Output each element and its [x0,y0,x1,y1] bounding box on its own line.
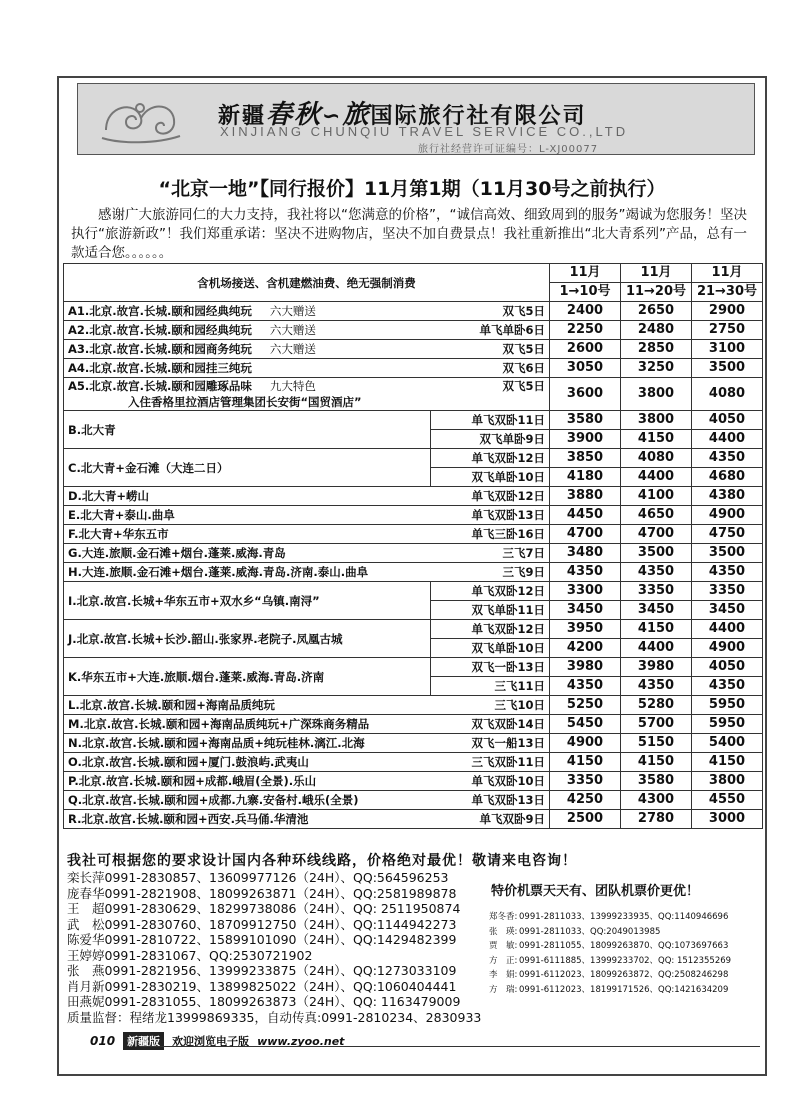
route-subline: 入住香格里拉酒店管理集团长安街“国贸酒店” [128,395,362,409]
contact-line: 武 松0991-2830760、18709912750（24H）、QQ:1144942273 [67,916,457,932]
col-header-1-month: 11月 [550,264,621,283]
price-cell: 4150 [621,620,692,639]
route-cell [64,525,550,544]
price-cell: 3480 [550,544,621,563]
price-cell: 5450 [550,715,621,734]
route-days: 单飞双卧12日 [431,620,550,639]
route-name: M.北京.故宫.长城.颐和园+海南品质纯玩+广深珠商务精品 [68,717,370,731]
price-cell: 4400 [692,430,763,449]
route-line [68,734,545,752]
route-days: 双飞一船13日 [471,736,545,750]
table-row [64,359,763,378]
route-tag: 六大赠送 [269,323,316,337]
price-cell: 5250 [550,696,621,715]
price-cell: 5400 [692,734,763,753]
route-name: A5.北京.故宫.长城.颐和园雕琢品味 [68,379,252,393]
route-days: 三飞9日 [502,565,545,579]
table-row [64,525,763,544]
price-cell: 4550 [692,791,763,810]
price-cell: 2780 [621,810,692,829]
route-days: 双飞单卧10日 [431,468,550,487]
route-days: 双飞双卧14日 [471,717,545,731]
route-days: 单飞双卧13日 [471,793,545,807]
route-cell [64,340,550,359]
price-cell: 3880 [550,487,621,506]
price-cell: 2480 [621,321,692,340]
price-cell: 4150 [692,753,763,772]
ticket-contact-value: 0991-6112023、18099263872、QQ:2508246298 [519,970,729,980]
route-name: H.大连.旅顺.金石滩+烟台.蓬莱.威海.青岛.济南.泰山.曲阜 [68,565,369,579]
col-header-3-range: 21→30号 [692,283,763,302]
price-cell: 3600 [550,378,621,411]
route-cell [64,791,550,810]
price-cell: 3500 [692,544,763,563]
route-name: F.北大青+华东五市 [68,527,169,541]
price-cell: 4700 [550,525,621,544]
price-cell: 2850 [621,340,692,359]
route-tag: 六大赠送 [269,342,316,356]
route-line [68,772,545,790]
ticket-contact-name: 贾 敏: [489,941,518,951]
table-header-row [64,264,763,283]
price-cell: 4900 [692,639,763,658]
route-tag: 六大赠送 [269,304,316,318]
table-row [64,411,763,430]
price-cell: 3800 [621,411,692,430]
route-line [68,525,545,543]
route-days: 双飞一卧13日 [431,658,550,677]
route-name: N.北京.故宫.长城.颐和园+海南品质+纯玩桂林.漓江.北海 [68,736,365,750]
price-cell: 4750 [692,525,763,544]
contact-line: 庞春华0991-2821908、18099263871（24H）、QQ:2581989878 [67,885,457,901]
price-cell: 2650 [621,302,692,321]
route-name-cell: C.北大青+金石滩（大连二日） [64,449,431,487]
company-banner [77,83,755,155]
route-days: 单飞双卧9日 [479,812,545,826]
route-name-cell: J.北京.故宫.长城+长沙.韶山.张家界.老院子.凤凰古城 [64,620,431,658]
route-line [68,506,545,524]
route-days: 单飞双卧12日 [431,449,550,468]
route-name-cell: K.华东五市+大连.旅顺.烟台.蓬莱.威海.青岛.济南 [64,658,431,696]
route-cell [64,715,550,734]
contact-line: 肖月新0991-2830219、13899825022（24H）、QQ:1060404441 [67,978,457,994]
price-cell: 4400 [621,639,692,658]
edition-badge: 新疆版 [123,1032,164,1050]
table-row [64,753,763,772]
price-cell: 3850 [550,449,621,468]
route-cell [64,359,550,378]
page-number: 010 [90,1034,116,1048]
page-frame [57,76,767,1076]
ticket-contact-value: 0991-6111885、13999233702、QQ: 1512355269 [519,955,732,966]
price-cell: 2500 [550,810,621,829]
price-cell: 4350 [692,563,763,582]
table-row [64,772,763,791]
page-footer [90,1032,344,1050]
route-cell [64,696,550,715]
price-cell: 4680 [692,468,763,487]
price-cell: 4450 [550,506,621,525]
price-cell: 3900 [550,430,621,449]
route-tag: 九大特色 [269,379,316,393]
table-row [64,378,763,411]
contact-line: 质量监督：程绪龙13999869335，自动传真:0991-2810234、2830933 [67,1009,482,1025]
ticket-contact-name: 方 正: [489,955,518,966]
price-cell: 3800 [621,378,692,411]
price-cell: 4900 [550,734,621,753]
table-row [64,620,763,639]
route-name: A2.北京.故宫.长城.颐和园经典纯玩 [68,323,252,337]
price-table [63,263,763,829]
contact-line: 陈爱华0991-2810722、15899101090（24H）、QQ:1429482399 [67,932,457,947]
price-cell: 4100 [621,487,692,506]
price-cell: 4400 [692,620,763,639]
price-cell: 5700 [621,715,692,734]
price-cell: 3580 [550,411,621,430]
price-cell: 2750 [692,321,763,340]
price-cell: 4350 [550,563,621,582]
price-cell: 3450 [621,601,692,620]
ticket-contact-list [489,910,731,997]
price-cell: 5950 [692,715,763,734]
route-name: E.北大青+泰山.曲阜 [68,508,175,522]
table-row [64,321,763,340]
price-cell: 3980 [550,658,621,677]
price-cell: 3000 [692,810,763,829]
route-name: A3.北京.故宫.长城.颐和园商务纯玩 [68,342,252,356]
company-name-cn: 新疆春秋∽旅国际旅行社有限公司 [218,100,587,130]
price-cell: 3100 [692,340,763,359]
route-days: 双飞5日 [502,304,545,318]
price-cell: 4080 [692,378,763,411]
route-days: 单飞双卧11日 [431,411,550,430]
route-cell [64,544,550,563]
route-name: L.北京.故宫.长城.颐和园+海南品质纯玩 [68,698,275,712]
route-days: 单飞双卧12日 [471,489,545,503]
price-cell: 5280 [621,696,692,715]
price-cell: 3350 [550,772,621,791]
price-cell: 3500 [621,544,692,563]
price-cell: 3500 [692,359,763,378]
price-cell: 5950 [692,696,763,715]
license-number: 旅行社经营许可证编号：L-XJ00077 [418,144,599,155]
col-header-1-range: 1→10号 [550,283,621,302]
price-cell: 4050 [692,658,763,677]
contact-line: 王婷婷0991-2831067、QQ:2530721902 [67,947,313,963]
price-cell: 4650 [621,506,692,525]
ticket-contact-line [489,983,731,998]
route-name-cell: I.北京.故宫.长城+华东五市+双水乡“乌镇.南浔” [64,582,431,620]
route-name: G.大连.旅顺.金石滩+烟台.蓬莱.威海.青岛 [68,546,286,560]
route-name: O.北京.故宫.长城.颐和园+厦门.鼓浪屿.武夷山 [68,755,309,769]
swirl-logo-icon [96,90,184,148]
route-days: 三飞7日 [502,546,545,560]
table-row [64,658,763,677]
ticket-contact-line [489,968,731,983]
price-cell: 2900 [692,302,763,321]
route-cell [64,563,550,582]
route-line [68,753,545,771]
price-cell: 4900 [692,506,763,525]
ticket-contact-line [489,925,731,940]
price-cell: 4350 [621,677,692,696]
table-row [64,340,763,359]
intro-paragraph: 感谢广大旅游同仁的大力支持，我社将以“您满意的价格”，“诚信高效、细致周到的服务”竭诚为您服务！坚决执行“旅游新政”！我们郑重承诺：坚决不进购物店，坚决不加自费景点！我社重新推出“北大青系列”产品，总有一款适合您。。。。。。 [71,207,747,261]
ticket-contact-name: 张 瑛: [489,926,518,937]
route-cell [64,378,550,411]
route-days: 三飞10日 [494,698,545,712]
price-cell: 3350 [692,582,763,601]
route-days: 双飞单卧10日 [431,639,550,658]
promo-text: 特价机票天天有、团队机票价更优！ [491,884,700,899]
price-cell: 4350 [621,563,692,582]
route-line [68,563,545,581]
route-tag [262,359,270,377]
price-cell: 5150 [621,734,692,753]
table-row [64,563,763,582]
price-cell: 3450 [692,601,763,620]
route-name: Q.北京.故宫.长城.颐和园+成都.九寨.安备村.峨乐(全景) [68,793,359,807]
route-name: D.北大青+崂山 [68,489,150,503]
price-cell: 4250 [550,791,621,810]
route-days: 单飞单卧6日 [479,323,545,337]
table-row [64,449,763,468]
route-days: 单飞双卧12日 [431,582,550,601]
route-line [68,696,545,714]
table-row [64,810,763,829]
route-days: 单飞双卧10日 [471,774,545,788]
route-line [68,715,545,733]
company-name-en: XINJIANG CHUNQIU TRAVEL SERVICE CO.,LTD [220,124,629,139]
col-header-3-month: 11月 [692,264,763,283]
price-cell: 3980 [621,658,692,677]
contact-line: 栾长萍0991-2830857、13609977126（24H）、QQ:564596253 [67,870,449,885]
route-line [68,340,545,358]
price-cell: 4150 [621,430,692,449]
page-title: “北京一地”【同行报价】11月第1期（11月30号之前执行） [158,178,666,200]
route-line [68,378,545,394]
ticket-contact-value: 0991-2811033、13999233935、QQ:1140946696 [519,912,729,922]
footer-slogan: 欢迎浏览电子版 [172,1035,250,1048]
price-cell: 3050 [550,359,621,378]
price-cell: 4350 [692,449,763,468]
route-cell [64,302,550,321]
contact-line: 张 燕0991-2821956、13999233875（24H）、QQ:1273033109 [67,963,457,978]
route-days: 三飞双卧11日 [471,755,545,769]
price-cell: 2400 [550,302,621,321]
ticket-contact-value: 0991-6112023、18199171526、QQ:1421634209 [519,984,729,995]
route-cell [64,487,550,506]
route-line [68,302,545,320]
ticket-contact-line [489,939,731,954]
price-cell: 4080 [621,449,692,468]
route-days: 双飞单卧9日 [431,430,550,449]
price-cell: 4380 [692,487,763,506]
table-row [64,696,763,715]
contact-line: 田燕妮0991-2831055、18099263873（24H）、QQ: 1163479009 [67,994,461,1009]
route-days: 单飞双卧13日 [471,508,545,522]
route-days: 双飞6日 [502,361,545,375]
price-cell: 3950 [550,620,621,639]
ticket-contact-name: 方 瑞: [489,984,518,995]
price-cell: 3250 [621,359,692,378]
route-days: 双飞单卧11日 [431,601,550,620]
ticket-contact-line [489,954,731,969]
col-header-2-range: 11→20号 [621,283,692,302]
contact-heading: 我社可根据您的要求设计国内各种环线线路，价格绝对最优！敬请来电咨询！ [67,853,577,869]
price-cell: 4300 [621,791,692,810]
route-days: 单飞三卧16日 [471,527,545,541]
route-days: 双飞5日 [502,342,545,356]
ticket-contact-value: 0991-2811033、QQ:2049013985 [519,926,661,937]
price-cell: 4150 [550,753,621,772]
route-line [68,544,545,562]
ticket-contact-value: 0991-2811055、18099263870、QQ:1073697663 [519,941,729,951]
route-cell [64,734,550,753]
ticket-contact-line [489,910,731,925]
price-cell: 3350 [621,582,692,601]
price-cell: 3580 [621,772,692,791]
price-cell: 2250 [550,321,621,340]
price-cell: 4200 [550,639,621,658]
route-cell [64,810,550,829]
price-cell: 4400 [621,468,692,487]
footer-url[interactable]: www.zyoo.net [257,1034,345,1048]
footer-divider [140,1046,760,1047]
price-cell: 3450 [550,601,621,620]
price-cell: 3800 [692,772,763,791]
route-name: A1.北京.故宫.长城.颐和园经典纯玩 [68,304,252,318]
col-header-2-month: 11月 [621,264,692,283]
contact-list [67,870,481,1025]
route-cell [64,753,550,772]
route-line [68,791,545,809]
route-cell [64,506,550,525]
table-row [64,734,763,753]
price-cell: 4700 [621,525,692,544]
price-cell: 4150 [621,753,692,772]
price-cell: 4350 [550,677,621,696]
route-name-cell: B.北大青 [64,411,431,449]
contact-line: 王 超0991-2830629、18299738086（24H）、QQ: 2511950874 [67,901,461,916]
route-cell [64,772,550,791]
table-row [64,544,763,563]
route-line [68,487,545,505]
route-days: 三飞11日 [431,677,550,696]
price-cell: 4180 [550,468,621,487]
price-cell: 4050 [692,411,763,430]
table-row [64,582,763,601]
route-name: A4.北京.故宫.长城.颐和园挂三纯玩 [68,361,252,375]
table-row [64,715,763,734]
table-row [64,506,763,525]
route-days: 双飞5日 [502,379,545,393]
route-line [68,359,545,377]
price-cell: 3300 [550,582,621,601]
ticket-contact-name: 李 娟: [489,970,518,980]
route-line [68,321,545,339]
table-row [64,302,763,321]
route-name: R.北京.故宫.长城.颐和园+西安.兵马俑.华清池 [68,812,309,826]
price-cell: 2600 [550,340,621,359]
route-cell [64,321,550,340]
table-header-main: 含机场接送、含机建燃油费、绝无强制消费 [64,264,550,302]
ticket-contact-name: 郑冬香: [489,912,518,922]
route-line [68,810,545,828]
table-row [64,791,763,810]
price-cell: 4350 [692,677,763,696]
table-row [64,487,763,506]
route-name: P.北京.故宫.长城.颐和园+成都.峨眉(全景).乐山 [68,774,317,788]
